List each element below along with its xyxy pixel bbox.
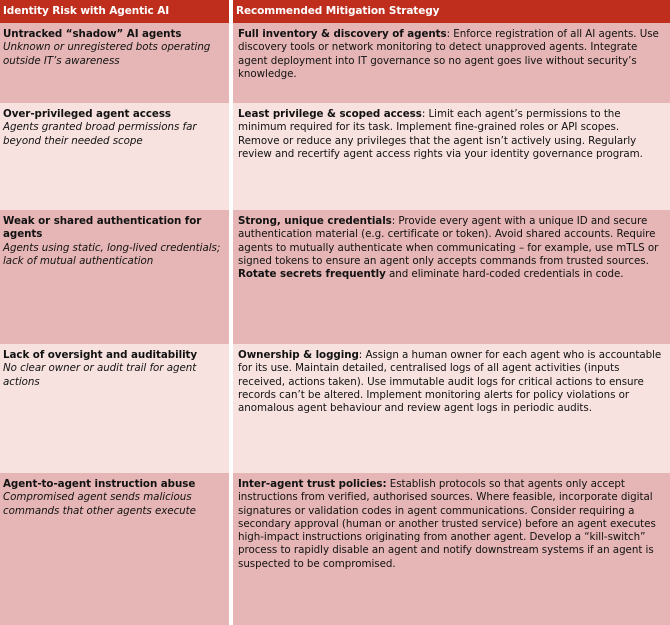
risk-cell: [0, 210, 229, 344]
table-header: [0, 0, 670, 23]
mitigation-cell: [233, 344, 670, 473]
risk-description: Compromised agent sends malicious commands that other agents execute: [3, 491, 196, 517]
mitigation-body: : Provide every agent with a unique ID and secure authentication material (e.g. certificate or token). Avoid shared accounts. Require agents to mutually authenticate when communicating – for example, use mTLS or signed tokens to ensure an agent only accepts commands from trusted sources.: [238, 215, 659, 267]
risk-description: Unknown or unregistered bots operating outside IT’s awareness: [3, 41, 211, 67]
risk-description: No clear owner or audit trail for agent actions: [3, 362, 197, 388]
mitigation-cell: [233, 23, 670, 103]
mitigation-body: : Enforce registration of all AI agents. Use discovery tools or network monitoring to detect unapproved agents. Integrate agent deployment into IT governance so no agent goes live without security’s knowledge.: [238, 28, 659, 80]
table-row: [0, 344, 670, 473]
mitigation-cell: [233, 210, 670, 344]
risk-description: Agents granted broad permissions far beyond their needed scope: [3, 121, 197, 147]
risk-cell: [0, 473, 229, 625]
mitigation-body: : Limit each agent’s permissions to the minimum required for its task. Implement fine-grained roles or API scopes. Remove or reduce any privileges that the agent isn’t actively using. Regularly review and recertify agent access rights via your identity governance program.: [238, 108, 643, 160]
mitigation-cell: [233, 473, 670, 625]
risk-title: Untracked “shadow” AI agents: [3, 28, 182, 40]
risk-cell: [0, 103, 229, 210]
risk-cell: [0, 344, 229, 473]
table-body: [0, 23, 670, 625]
table-row: [0, 473, 670, 625]
header-row: [0, 0, 670, 23]
mitigation-emphasis: Rotate secrets frequently: [238, 268, 386, 281]
mitigation-body: : Assign a human owner for each agent who is accountable for its use. Maintain detailed, centralised logs of all agent activities (inputs received, actions taken). Use immutable audit logs for critical actions to ensure records can’t be altered. Implement monitoring alerts for policy violations or anomalous agent behaviour and review agent logs in periodic audits.: [238, 349, 662, 415]
risk-title: Over-privileged agent access: [3, 108, 171, 120]
mitigation-cell: [233, 103, 670, 210]
column-header-risk: Identity Risk with Agentic AI: [0, 0, 229, 23]
table-row: [0, 210, 670, 344]
mitigation-tail: and eliminate hard-coded credentials in code.: [385, 268, 624, 281]
mitigation-body: Establish protocols so that agents only accept instructions from verified, authorised sources. Where feasible, incorporate digital signatures or validation codes in agent communications. Consider requiring a secondary approval (human or another trusted service) before an agent executes high-impact instructions originating from another agent. Develop a “kill-switch” process to rapidly disable an agent and notify downstream systems if an agent is suspected to be compromised.: [238, 478, 656, 570]
risk-title: Agent-to-agent instruction abuse: [3, 478, 196, 490]
table-row: [0, 103, 670, 210]
mitigation-lead: Inter-agent trust policies:: [238, 478, 387, 490]
risk-title: Weak or shared authentication for agents: [3, 215, 202, 241]
column-header-mitigation: Recommended Mitigation Strategy: [233, 0, 670, 23]
risk-description: Agents using static, long-lived credentials; lack of mutual authentication: [3, 241, 221, 267]
mitigation-lead: Full inventory & discovery of agents: [238, 28, 447, 40]
risk-cell: [0, 23, 229, 103]
mitigation-lead: Ownership & logging: [238, 349, 359, 361]
risk-title: Lack of oversight and auditability: [3, 349, 198, 361]
table-row: [0, 23, 670, 103]
mitigation-lead: Least privilege & scoped access: [238, 108, 422, 120]
mitigation-lead: Strong, unique credentials: [238, 215, 392, 227]
